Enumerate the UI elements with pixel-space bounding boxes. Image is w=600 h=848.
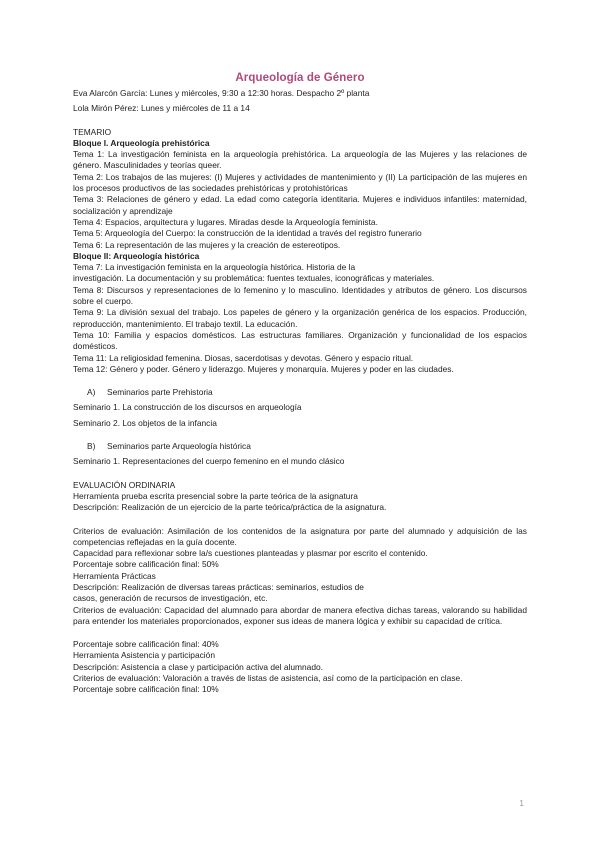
evaluation-line: Descripción: Asistencia a clase y participación activa del alumnado.: [73, 661, 323, 672]
evaluation-line: Capacidad para reflexionar sobre la/s cuestiones planteadas y plasmar por escrito el contenido.: [73, 548, 428, 559]
list-marker: B): [87, 441, 96, 452]
topic-item: Tema 2: Los trabajos de las mujeres: (I) Mujeres y actividades de mantenimiento y (II) La participación de las mujeres en los procesos productivos de las sociedades prehistóricas y protohistóricas: [73, 171, 527, 194]
seminar-b-heading: [73, 441, 527, 452]
evaluation-line: Herramienta Prácticas: [73, 570, 156, 581]
bloque1-heading: Bloque I. Arqueología prehistórica: [73, 137, 210, 148]
topic-item: Tema 8: Discursos y representaciones de lo femenino y lo masculino. Identidades y atributos de género. Los discursos sobre el cuerpo.: [73, 284, 527, 307]
evaluation-line: Criterios de evaluación: Capacidad del alumnado para abordar de manera efectiva dichas tareas, valorando su habilidad para entender los materiales proporcionados, exponer sus ideas de manera lógica y exhibir su capacidad de crítica.: [73, 604, 527, 626]
topic-item: Tema 7: La investigación feminista en la arqueología histórica. Historia de la: [73, 262, 356, 273]
seminar-item: Seminario 1. La construcción de los discursos en arqueología: [73, 402, 302, 413]
seminar-heading-text: Seminarios parte Prehistoria: [107, 387, 213, 398]
topic-item: Tema 6: La representación de las mujeres y la creación de estereotipos.: [73, 239, 341, 250]
evaluation-line: Porcentaje sobre calificación final: 50%: [73, 559, 219, 570]
evaluation-line: Descripción: Realización de diversas tareas prácticas: seminarios, estudios de: [73, 581, 364, 592]
evaluation-line: Criterios de evaluación: Valoración a través de listas de asistencia, así como de la participación en clase.: [73, 673, 463, 684]
topic-item: Tema 3: Relaciones de género y edad. La edad como categoría identitaria. Mujeres e individuos infantiles: maternidad, socialización y aprendizaje: [73, 194, 527, 216]
evaluation-line: casos, generación de recursos de investigación, etc.: [73, 593, 268, 604]
topic-item: Tema 9: La división sexual del trabajo. Los papeles de género y la organización genérica de los espacios. Producción, reproducción, mantenimiento. El trabajo textil. La educación.: [73, 307, 527, 329]
topic-item: Tema 12: Género y poder. Género y liderazgo. Mujeres y monarquía. Mujeres y poder en las ciudades.: [73, 363, 454, 374]
topic-item: Tema 4: Espacios, arquitectura y lugares. Miradas desde la Arqueología feminista.: [73, 216, 378, 227]
evaluation-line: Herramienta prueba escrita presencial sobre la parte teórica de la asignatura: [73, 490, 358, 501]
seminar-item: Seminario 1. Representaciones del cuerpo femenino en el mundo clásico: [73, 456, 345, 467]
bloque2-heading: Bloque II: Arqueología histórica: [73, 250, 200, 261]
topic-item: Tema 11: La religiosidad femenina. Diosas, sacerdotisas y devotas. Género y espacio ritual.: [73, 352, 414, 363]
evaluation-line: Descripción: Realización de un ejercicio de la parte teórica/práctica de la asignatura.: [73, 502, 387, 513]
evaluation-heading: EVALUACIÓN ORDINARIA: [73, 479, 176, 490]
document-page: [73, 72, 527, 696]
topic-item: Tema 1: La investigación feminista en la arqueología prehistórica. La arqueología de las Mujeres y las relaciones de género. Masculinidades y teorías queer.: [73, 149, 527, 171]
evaluation-line: Herramienta Asistencia y participación: [73, 650, 215, 661]
list-marker: A): [87, 387, 96, 398]
evaluation-line: Criterios de evaluación: Asimilación de los contenidos de la asignatura por parte del alumnado y adquisición de las competencias reflejadas en la guía docente.: [73, 525, 527, 547]
topic-item: Tema 5: Arqueología del Cuerpo: la construcción de la identidad a través del registro funerario: [73, 228, 422, 239]
page-number: 1: [519, 798, 524, 808]
topic-item: Tema 10: Familia y espacios domésticos. Las estructuras familiares. Organización y funcionalidad de los espacios domésticos.: [73, 329, 527, 352]
teacher-line: Eva Alarcón García: Lunes y miércoles, 9:30 a 12:30 horas. Despacho 2º planta: [73, 88, 370, 98]
evaluation-line: Porcentaje sobre calificación final: 40%: [73, 639, 219, 650]
evaluation-line: Porcentaje sobre calificación final: 10%: [73, 684, 219, 695]
seminar-a-heading: [73, 387, 527, 398]
page-title: Arqueología de Género: [235, 72, 365, 84]
teacher-line: Lola Mirón Pérez: Lunes y miércoles de 11 a 14: [73, 103, 250, 114]
seminar-heading-text: Seminarios parte Arqueología histórica: [107, 441, 251, 452]
topic-item: investigación. La documentación y su problemática: fuentes textuales, iconográficas y materiales.: [73, 273, 435, 284]
seminar-item: Seminario 2. Los objetos de la infancia: [73, 417, 217, 428]
temario-heading: TEMARIO: [73, 126, 112, 137]
